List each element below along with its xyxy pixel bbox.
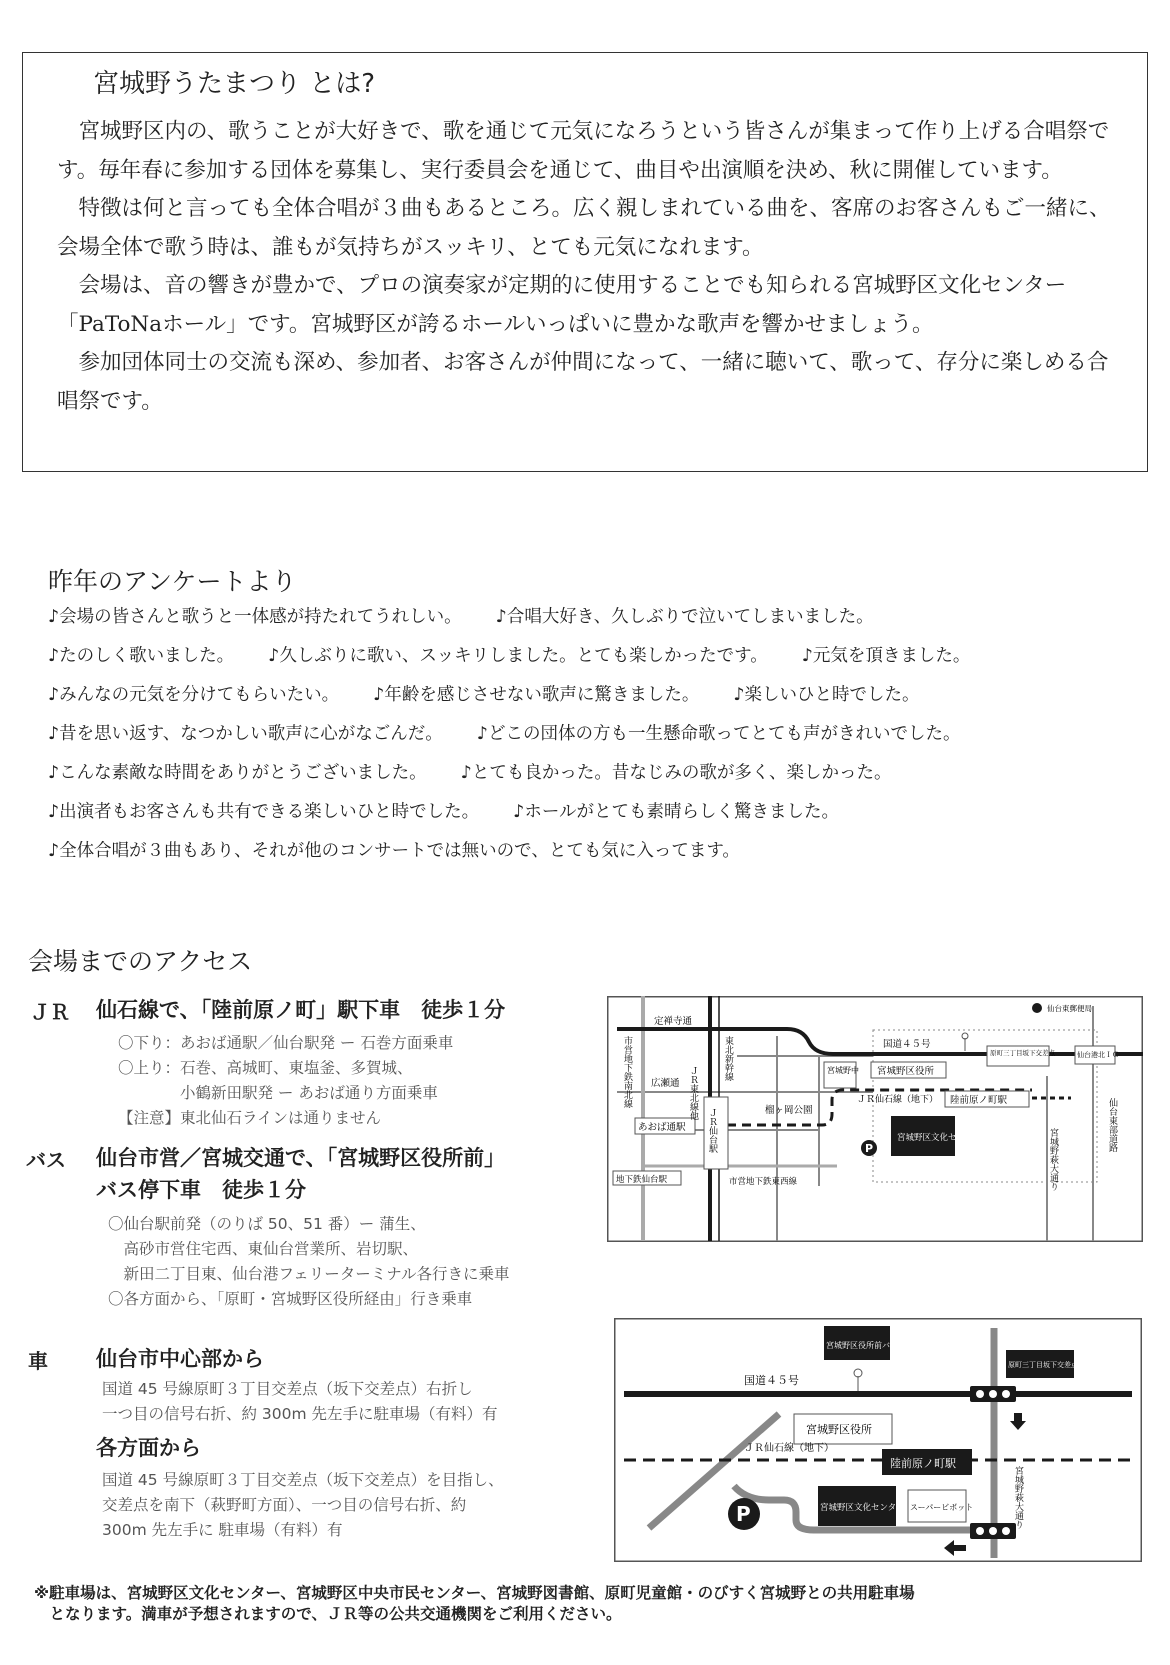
survey-comment: ♪久しぶりに歌い、スッキリしました。とても楽しかったです。 [268, 646, 768, 666]
jr-heading: 仙石線で、「陸前原ノ町」駅下車 徒歩１分 [96, 998, 506, 1022]
map-label: 原町三丁目坂下交差点 [990, 1049, 1055, 1057]
traffic-light-icon [1002, 1527, 1010, 1535]
map-label: 宮城野区文化センター [820, 1503, 905, 1513]
footnote-line: となります。満車が予想されますので、ＪＲ等の公共交通機関をご利用ください。 [34, 1605, 622, 1623]
jr-detail [118, 1031, 453, 1131]
map-label: 原町三丁目坂下交差点 [1008, 1361, 1078, 1369]
survey-line [48, 637, 1004, 676]
map-label: ＪＲ仙台駅 [707, 1108, 717, 1153]
intro-paragraph: 特徴は何と言っても全体合唱が３曲もあるところ。広く親しまれている曲を、客席のお客さんもご一緒に、会場全体で歌う時は、誰もが気持ちがスッキリ、とても元気になれます。 [57, 196, 1111, 260]
post-office-icon [1032, 1003, 1042, 1013]
map-label: スーパービボット [910, 1503, 974, 1512]
jr-label: ＪＲ [30, 1000, 70, 1024]
map-label: ＪＲ仙石線（地下） [857, 1095, 939, 1105]
intro-paragraph: 宮城野区内の、歌うことが大好きで、歌を通じて元気になろうという皆さんが集まって作り上げる合唱祭です。毎年春に参加する団体を募集し、実行委員会を通じて、曲目や出演順を決め、秋に開催しています。 [57, 119, 1110, 183]
map-label: あおば通駅 [638, 1122, 686, 1133]
survey-comment: ♪合唱大好き、久しぶりで泣いてしまいました。 [495, 607, 874, 627]
survey-line [48, 676, 1004, 715]
bus-label: バス [26, 1148, 66, 1172]
survey-comment: ♪たのしく歌いました。 [48, 646, 235, 666]
access-title: 会場までのアクセス [28, 947, 253, 976]
survey-line [48, 715, 1004, 754]
survey-line [48, 832, 1004, 871]
survey-comment: ♪会場の皆さんと歌うと一体感が持たれてうれしい。 [48, 607, 462, 627]
area-map [607, 996, 1143, 1242]
survey-title: 昨年のアンケートより [48, 567, 297, 596]
car-detail-line: 国道 45 号線原町３丁目交差点（坂下交差点）を目指し、 [102, 1471, 504, 1489]
bus-heading-line: 仙台市営／宮城交通で、「宮城野区役所前」 [96, 1146, 506, 1170]
jr-detail-line: 〇上り：石巻、高城町、東塩釜、多賀城、 [118, 1059, 413, 1077]
traffic-light-icon [1002, 1390, 1010, 1398]
map-label: 宮城野中 [827, 1066, 859, 1075]
survey-comment: ♪どこの団体の方も一生懸命歌ってとても声がきれいでした。 [476, 724, 961, 744]
map-label: 市営地下鉄南北線 [622, 1036, 632, 1108]
detail-map [614, 1318, 1142, 1562]
traffic-light-icon [989, 1527, 997, 1535]
footnote-line: ※駐車場は、宮城野区文化センター、宮城野区中央市民センター、宮城野図書館、原町児童館・のびすく宮城野との共用駐車場 [34, 1584, 915, 1602]
intro-paragraph: 会場は、音の響きが豊かで、プロの演奏家が定期的に使用することでも知られる宮城野区文化センター「PaToNaホール」です。宮城野区が誇るホールいっぱいに豊かな歌声を響かせましょう。 [57, 273, 1067, 337]
jr-detail-line: 小鶴新田駅発 ー あおば通り方面乗車 [118, 1084, 438, 1102]
car-detail-line: 一つ目の信号右折、約 300m 先左手に駐車場（有料）有 [102, 1405, 498, 1423]
car-detail-other [102, 1468, 504, 1543]
map-label: 宮城野区役所前バス停 [826, 1341, 906, 1350]
survey-comment: ♪楽しいひと時でした。 [733, 685, 920, 705]
survey-comment: ♪ホールがとても素晴らしく驚きました。 [513, 802, 839, 822]
traffic-light-icon [976, 1390, 984, 1398]
survey-comment: ♪元気を頂きました。 [801, 646, 971, 666]
footnote [34, 1583, 915, 1625]
map-label: P [736, 1502, 751, 1526]
map-label: 国道４５号 [744, 1374, 799, 1387]
car-heading-other: 各方面から [96, 1436, 201, 1460]
map-label: 陸前原ノ町駅 [890, 1457, 956, 1470]
intro-box [22, 52, 1148, 472]
survey-lines [48, 598, 1004, 871]
map-label: 宮城野区役所 [877, 1066, 935, 1077]
map-label: ＪＲ東北線他 [688, 1066, 698, 1120]
map-label: 仙台東郵便局 [1047, 1004, 1092, 1013]
bus-heading [96, 1142, 505, 1206]
survey-comment: ♪全体合唱が３曲もあり、それが他のコンサートでは無いので、とても気に入ってます。 [48, 841, 740, 861]
survey-comment: ♪みんなの元気を分けてもらいたい。 [48, 685, 340, 705]
survey-line [48, 793, 1004, 832]
jr-detail-line: 【注意】東北仙石ラインは通りません [118, 1109, 382, 1127]
bus-detail-line: 高砂市営住宅西、東仙台営業所、岩切駅、 [108, 1240, 419, 1258]
car-detail-center [102, 1377, 498, 1427]
car-detail-line: 交差点を南下（萩野町方面）、一つ目の信号右折、約 [102, 1496, 467, 1514]
survey-comment: ♪こんな素敵な時間をありがとうございました。 [48, 763, 427, 783]
jr-detail-line: 〇下り：あおば通駅／仙台駅発 ー 石巻方面乗車 [118, 1034, 454, 1052]
intro-paragraph: 参加団体同士の交流も深め、参加者、お客さんが仲間になって、一緒に聴いて、歌って、存分に楽しめる合唱祭です。 [57, 350, 1109, 414]
map-label: 榴ヶ岡公園 [765, 1105, 813, 1116]
map-label: 市営地下鉄東西線 [729, 1177, 798, 1187]
survey-line [48, 598, 1004, 637]
map-label: 仙台港北ＩＣ [1077, 1051, 1119, 1059]
map-label: ＪＲ仙石線（地下） [744, 1443, 834, 1454]
car-detail-line: 国道 45 号線原町３丁目交差点（坂下交差点）右折し [102, 1380, 473, 1398]
traffic-light-icon [976, 1527, 984, 1535]
map-label: 広瀬通 [651, 1078, 680, 1089]
map-label: 宮城野萩大通り [1013, 1466, 1023, 1529]
map-label: 宮城野萩大通り [1048, 1128, 1058, 1191]
map-label: 地下鉄仙台駅 [616, 1175, 668, 1185]
survey-comment: ♪出演者もお客さんも共有できる楽しいひと時でした。 [48, 802, 480, 822]
bus-detail-line: 〇各方面から、「原町・宮城野区役所経由」行き乗車 [108, 1290, 473, 1308]
car-label: 車 [28, 1349, 48, 1373]
intro-body [57, 113, 1127, 421]
map-label: P [865, 1142, 874, 1155]
bus-detail [108, 1212, 509, 1312]
map-label: 国道４５号 [883, 1039, 931, 1050]
traffic-light-icon [989, 1390, 997, 1398]
map-label: 定禅寺通 [654, 1016, 693, 1027]
map-label: 仙台東部道路 [1107, 1098, 1117, 1152]
survey-comment: ♪年齢を感じさせない歌声に驚きました。 [373, 685, 700, 705]
car-detail-line: 300m 先左手に 駐車場（有料）有 [102, 1521, 343, 1539]
map-label: 宮城野区文化センター [897, 1133, 982, 1143]
intro-title: 宮城野うたまつり とは? [93, 69, 376, 99]
map-label: 陸前原ノ町駅 [950, 1095, 1008, 1106]
bus-detail-line: 新田二丁目東、仙台港フェリーターミナル各行きに乗車 [108, 1265, 510, 1283]
map-label: 宮城野区役所 [806, 1423, 872, 1436]
bus-heading-line: バス停下車 徒歩１分 [96, 1178, 306, 1202]
survey-line [48, 754, 1004, 793]
car-heading-center: 仙台市中心部から [96, 1347, 264, 1371]
map-label: 東北新幹線 [723, 1036, 733, 1081]
survey-comment: ♪とても良かった。昔なじみの歌が多く、楽しかった。 [460, 763, 892, 783]
bus-detail-line: 〇仙台駅前発（のりば 50、51 番）ー 蒲生、 [108, 1215, 426, 1233]
survey-comment: ♪昔を思い返す、なつかしい歌声に心がなごんだ。 [48, 724, 443, 744]
